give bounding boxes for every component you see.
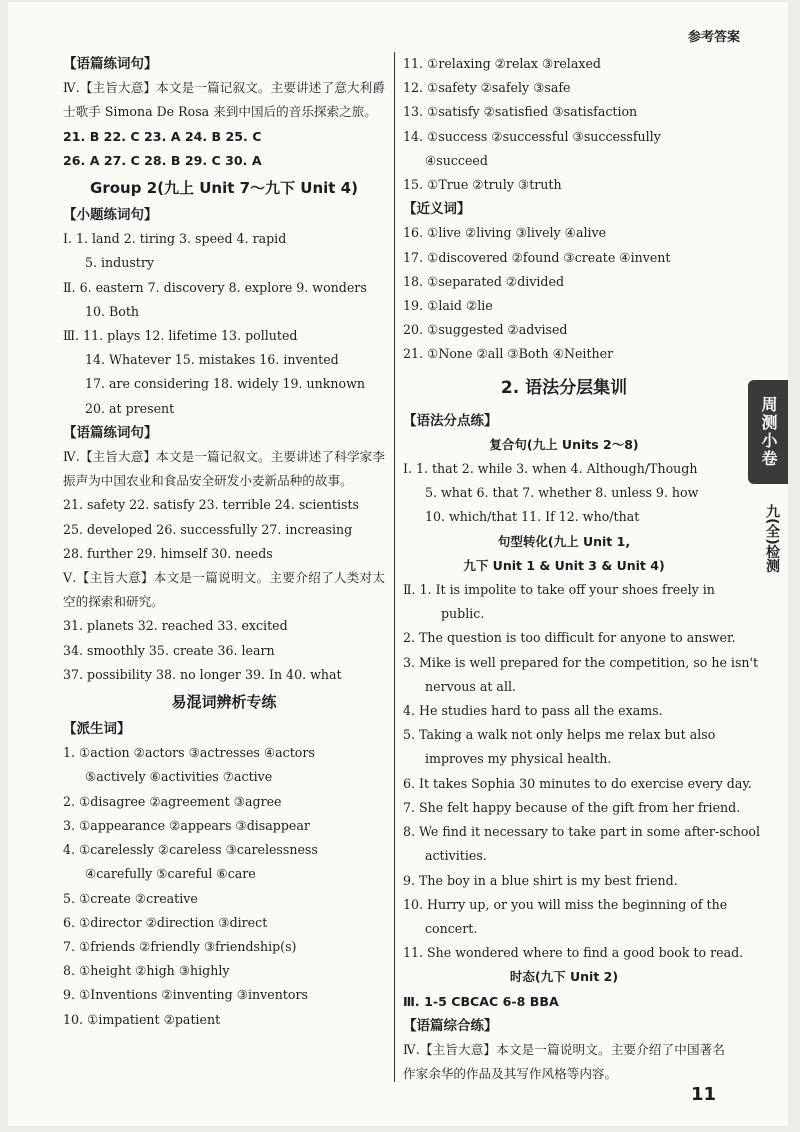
answer-line: 8. We find it necessary to take part in some after-school [403, 824, 761, 840]
answer-line: 【近义词】 [403, 201, 471, 218]
answer-line: 8. ①height ②high ③highly [63, 963, 230, 979]
answer-line: 9. ①Inventions ②inventing ③inventors [63, 987, 308, 1003]
answer-line: 34. smoothly 35. create 36. learn [63, 642, 275, 658]
answer-line: 2. 语法分层集训 [500, 377, 628, 398]
answer-line: 6. It takes Sophia 30 minutes to do exercise every day. [403, 775, 752, 791]
answer-line: 4. He studies hard to pass all the exams. [403, 703, 663, 719]
answer-line: 15. ①True ②truly ③truth [403, 177, 562, 193]
answer-line: 28. further 29. himself 30. needs [63, 545, 273, 561]
answer-line: Ⅲ. 1-5 CBCAC 6-8 BBA [403, 993, 559, 1009]
answer-line: 21. ①None ②all ③Both ④Neither [403, 346, 614, 362]
answer-line: Ⅳ.【主旨大意】本文是一篇记叙文。主要讲述了科学家李振声为中国农业和食品安全研发小麦新品种的故事。 [63, 449, 385, 489]
side-tab: 周测小卷 [748, 380, 788, 484]
answer-line: 21. B 22. C 23. A 24. B 25. C [63, 128, 262, 144]
answer-line: Ⅴ.【主旨大意】本文是一篇说明文。主要介绍了人类对太空的探索和研究。 [63, 570, 385, 610]
answer-line: 10. which/that 11. If 12. who/that [425, 509, 640, 525]
answer-line: 10. Both [85, 303, 140, 319]
answer-line: 2. ①disagree ②agreement ③agree [63, 793, 282, 809]
answer-line: 11. ①relaxing ②relax ③relaxed [403, 56, 601, 71]
answer-line: 7. She felt happy because of the gift from her friend. [403, 799, 741, 815]
answer-line: 6. ①director ②direction ③direct [63, 914, 268, 930]
answer-line: improves my physical health. [425, 751, 612, 767]
answer-line: 4. ①carelessly ②careless ③carelessness [63, 842, 318, 858]
answer-line: Ⅱ. 6. eastern 7. discovery 8. explore 9. wonders [63, 279, 367, 295]
answer-line: 13. ①satisfy ②satisfied ③satisfaction [403, 104, 638, 120]
answer-line: 【语法分点练】 [403, 412, 498, 429]
answer-line: 2. The question is too difficult for anyone to answer. [403, 630, 736, 646]
answer-line: 【派生词】 [63, 721, 131, 738]
answer-line: 12. ①safety ②safely ③safe [403, 80, 571, 96]
answer-line: 9. The boy in a blue shirt is my best friend. [403, 872, 678, 888]
answer-line: ④carefully ⑤careful ⑥care [85, 866, 256, 882]
right-column [403, 52, 761, 1086]
answer-line: nervous at all. [425, 678, 516, 694]
answer-line: 18. ①separated ②divided [403, 273, 565, 289]
answer-line: 句型转化(九上 Unit 1, [497, 533, 631, 549]
answer-line: 14. ①success ②successful ③successfully [403, 128, 661, 144]
answer-line: 3. Mike is well prepared for the competition, so he isn't [403, 654, 759, 670]
answer-line: 17. ①discovered ②found ③create ④invent [403, 249, 671, 265]
answer-line: 21. safety 22. satisfy 23. terrible 24. scientists [63, 497, 360, 513]
answer-line: 31. planets 32. reached 33. excited [63, 618, 288, 634]
answer-line: 【语篇练词句】 [63, 424, 158, 441]
answer-line: 17. are considering 18. widely 19. unknown [85, 376, 365, 392]
answer-line: 3. ①appearance ②appears ③disappear [63, 817, 310, 833]
answer-page [8, 2, 788, 1126]
answer-line: 易混词辨析专练 [171, 693, 277, 712]
answer-line: ⑤actively ⑥activities ⑦active [85, 769, 273, 785]
answer-line: 11. She wondered where to find a good book to read. [403, 945, 744, 961]
answer-line: 19. ①laid ②lie [403, 298, 493, 314]
answer-line: 20. at present [85, 400, 175, 416]
left-column [63, 52, 385, 1032]
answer-line: public. [441, 606, 485, 622]
answer-line: ④succeed [425, 152, 488, 168]
answer-line: 九下 Unit 1 & Unit 3 & Unit 4) [463, 557, 665, 573]
answer-line: 16. ①live ②living ③lively ④alive [403, 225, 607, 241]
answer-line: 5. Taking a walk not only helps me relax but also [403, 727, 716, 743]
side-tab-sub: 九(全)检测 [764, 503, 780, 573]
answer-line: Ⅰ. 1. land 2. tiring 3. speed 4. rapid [63, 231, 287, 247]
answer-line: 37. possibility 38. no longer 39. In 40. what [63, 666, 342, 682]
header-label: 参考答案 [687, 30, 740, 45]
answer-line: 10. Hurry up, or you will miss the beginning of the [403, 896, 728, 912]
answer-line: 复合句(九上 Units 2～8) [489, 436, 639, 452]
answer-line: Ⅲ. 11. plays 12. lifetime 13. polluted [63, 328, 298, 344]
answer-line: 14. Whatever 15. mistakes 16. invented [85, 352, 339, 368]
answer-line: 5. ①create ②creative [63, 890, 198, 906]
answer-line: 时态(九下 Unit 2) [509, 969, 619, 985]
answer-line: 【语篇综合练】 [403, 1017, 498, 1034]
answer-line: 5. industry [85, 255, 154, 271]
answer-line: 10. ①impatient ②patient [63, 1011, 221, 1027]
answer-line: activities. [425, 848, 487, 864]
column-divider [394, 52, 395, 1082]
answer-line: Ⅳ.【主旨大意】本文是一篇记叙文。主要讲述了意大利爵士歌手 Simona De Rosa 来到中国后的音乐探索之旅。 [63, 80, 385, 120]
answer-line: Ⅰ. 1. that 2. while 3. when 4. Although/Though [403, 461, 698, 477]
answer-line: concert. [425, 920, 478, 936]
answer-line: 7. ①friends ②friendly ③friendship(s) [63, 938, 297, 954]
answer-line: Ⅳ.【主旨大意】本文是一篇说明文。主要介绍了中国著名作家余华的作品及其写作风格等内容。 [403, 1041, 725, 1082]
answer-line: Group 2(九上 Unit 7～九下 Unit 4) [90, 179, 358, 198]
answer-line: 25. developed 26. successfully 27. increasing [63, 521, 353, 537]
answer-line: 26. A 27. C 28. B 29. C 30. A [63, 152, 262, 168]
answer-line: 1. ①action ②actors ③actresses ④actors [63, 745, 315, 761]
answer-line: 【语篇练词句】 [63, 56, 158, 72]
answer-line: 5. what 6. that 7. whether 8. unless 9. how [425, 485, 699, 501]
answer-line: 【小题练词句】 [63, 207, 158, 224]
answer-line: Ⅱ. 1. It is impolite to take off your shoes freely in [403, 582, 715, 598]
page-number: 11 [690, 1084, 716, 1105]
answer-line: 20. ①suggested ②advised [403, 322, 568, 338]
